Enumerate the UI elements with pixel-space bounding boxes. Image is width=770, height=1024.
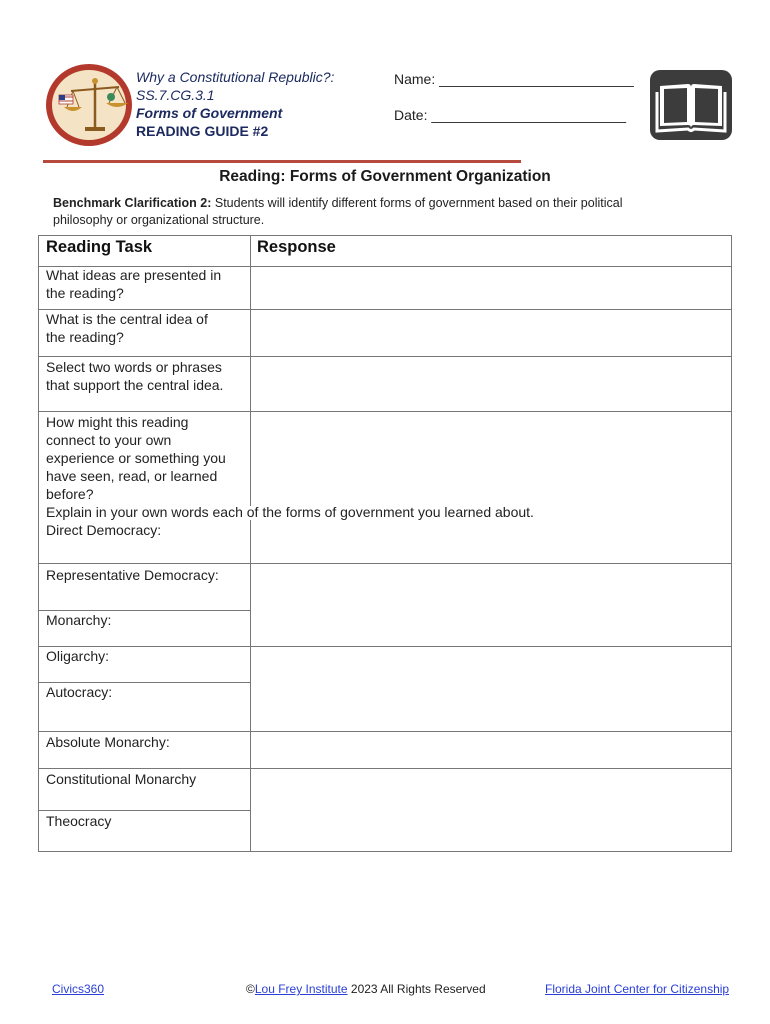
form-representative-democracy: Representative Democracy: <box>46 567 219 583</box>
footer-civics360-link[interactable] <box>52 982 104 996</box>
row-divider <box>39 563 731 564</box>
form-monarchy: Monarchy: <box>46 612 112 628</box>
scales-logo-icon <box>45 63 133 147</box>
column-divider <box>250 236 251 506</box>
date-field[interactable]: Date: _________________________ <box>394 107 627 123</box>
row-divider <box>39 768 731 769</box>
question-central-idea-line: the reading? <box>46 329 124 345</box>
civics360-link[interactable]: Civics360 <box>52 982 105 996</box>
row-divider <box>39 810 251 811</box>
column-divider <box>250 520 251 852</box>
row-divider <box>39 411 731 412</box>
row-divider <box>39 731 731 732</box>
form-constitutional-monarchy: Constitutional Monarchy <box>46 771 197 787</box>
name-field[interactable]: Name: _________________________ <box>394 71 634 87</box>
column-header-task: Reading Task <box>46 238 153 256</box>
question-connect-line: connect to your own <box>46 432 172 448</box>
copyright-symbol: © <box>246 982 255 996</box>
header-line1: Why a Constitutional Republic?: <box>136 69 335 85</box>
header-standard: SS.7.CG.3.1 <box>136 87 215 103</box>
form-direct-democracy: Direct Democracy: <box>46 522 162 538</box>
benchmark-clarification <box>53 195 703 229</box>
page-title: Reading: Forms of Government Organization <box>219 168 551 185</box>
header-topic: Forms of Government <box>136 105 283 121</box>
question-ideas-line: What ideas are presented in <box>46 267 222 283</box>
question-central-idea-line: What is the central idea of <box>46 311 208 327</box>
copyright-text: 2023 All Rights Reserved <box>347 982 486 996</box>
reading-task-table <box>38 235 732 852</box>
fjcc-link[interactable]: Florida Joint Center for Citizenship <box>545 982 730 996</box>
benchmark-label: Benchmark Clarification 2: <box>53 196 212 210</box>
question-select-words-line: Select two words or phrases <box>46 359 222 375</box>
question-ideas <box>46 266 221 302</box>
question-connect-line: before? <box>46 486 94 502</box>
question-select-words-line: that support the central idea. <box>46 377 224 393</box>
benchmark-text-1: Students will identify different forms of government based on their political <box>211 196 623 210</box>
question-connect-line: experience or something you <box>46 450 226 466</box>
worksheet-header <box>136 68 334 140</box>
footer-copyright <box>246 982 486 996</box>
column-header-response: Response <box>257 238 336 256</box>
form-autocracy: Autocracy: <box>46 684 113 700</box>
form-theocracy: Theocracy <box>46 813 112 829</box>
header-divider <box>43 160 521 163</box>
footer-fjcc-link[interactable] <box>545 982 729 996</box>
question-select-words <box>46 358 223 394</box>
form-absolute-monarchy: Absolute Monarchy: <box>46 734 170 750</box>
question-ideas-line: the reading? <box>46 285 124 301</box>
row-divider <box>39 646 731 647</box>
book-icon <box>650 70 732 140</box>
form-oligarchy: Oligarchy: <box>46 648 110 664</box>
question-connect <box>46 413 226 503</box>
question-central-idea <box>46 310 208 346</box>
question-connect-line: How might this reading <box>46 414 189 430</box>
row-divider <box>39 356 731 357</box>
lou-frey-institute-link[interactable]: Lou Frey Institute <box>254 982 348 996</box>
student-fields <box>394 70 634 124</box>
header-guide-number: READING GUIDE #2 <box>136 123 269 139</box>
explain-instruction: Explain in your own words each of the forms of government you learned about. <box>46 504 534 520</box>
benchmark-text-2: philosophy or organizational structure. <box>53 213 265 227</box>
question-connect-line: have seen, read, or learned <box>46 468 218 484</box>
